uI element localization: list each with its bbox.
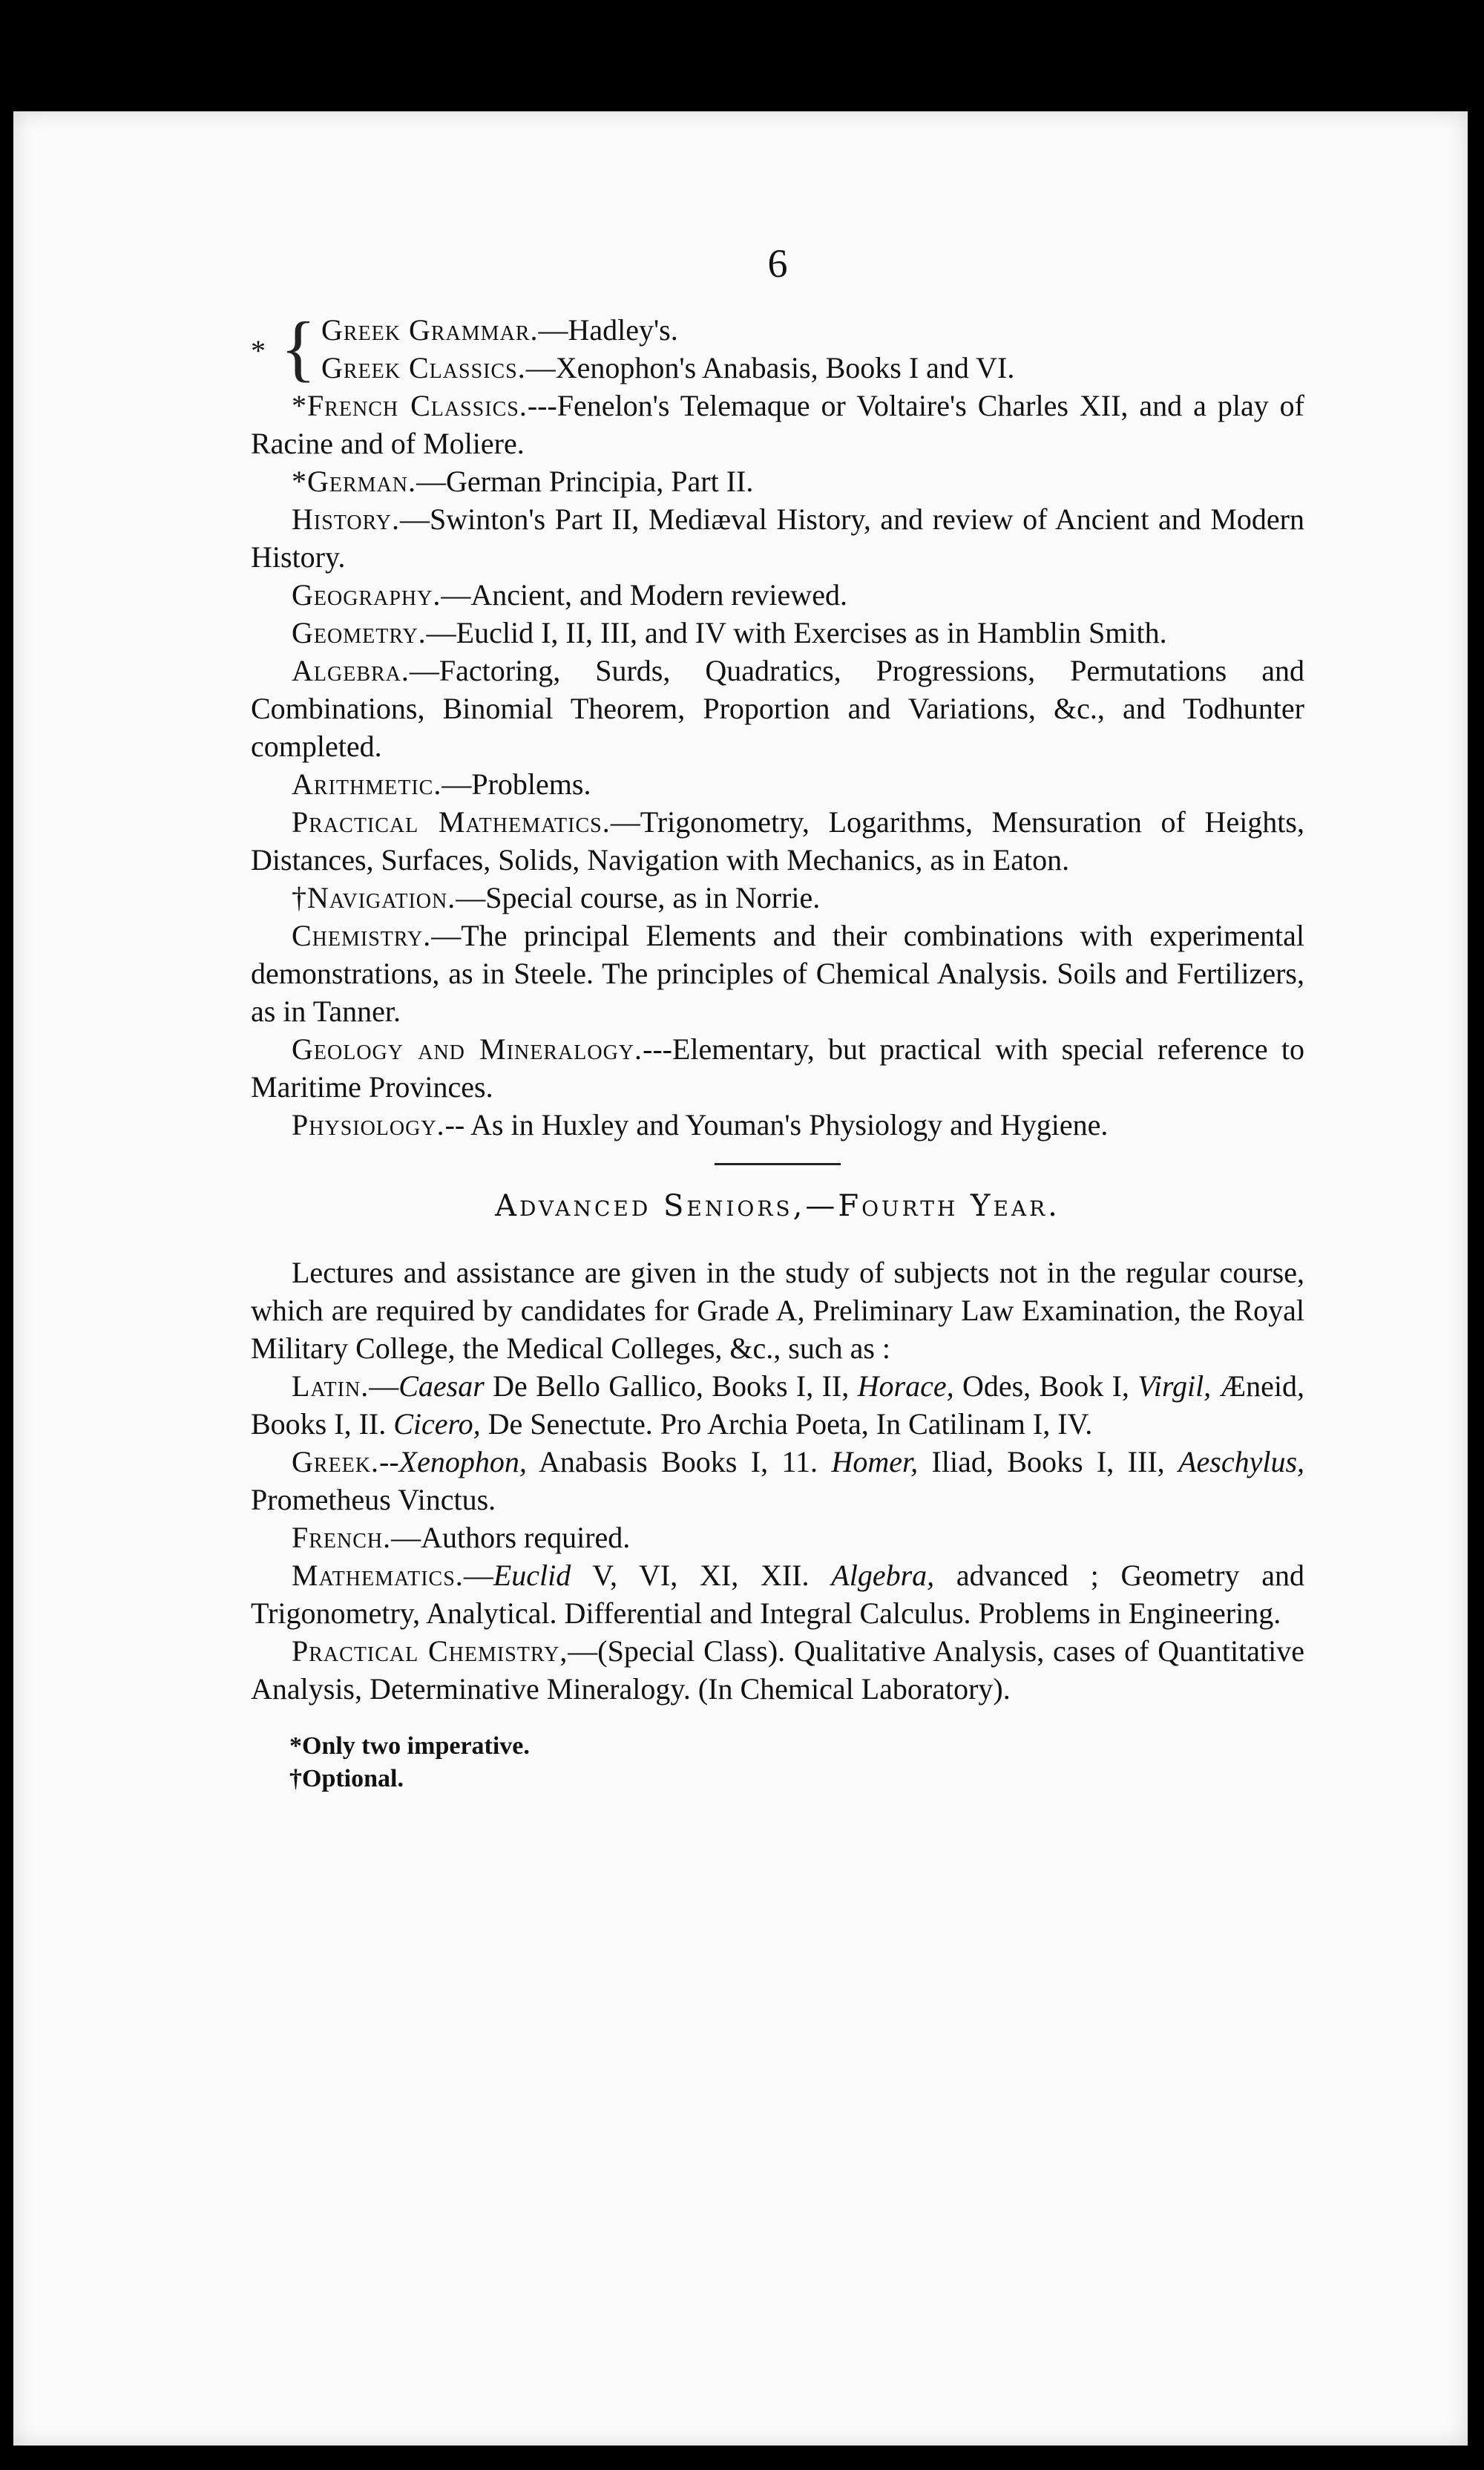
course-label: Practical Chemistry, <box>292 1634 568 1668</box>
entry-text: — <box>369 1369 399 1403</box>
course-text: —Swinton's Part II, Mediæval History, and review of Ancient and Modern History. <box>251 502 1304 574</box>
entry-text: De Senectute. Pro Archia Poeta, In Catilinam I, IV. <box>480 1407 1093 1441</box>
course-entry <box>251 500 1304 576</box>
author-name: Xenophon, <box>398 1445 527 1478</box>
course-label: Greek. <box>292 1445 379 1478</box>
course-text: —Ancient, and Modern reviewed. <box>441 578 847 612</box>
course-label: Geography. <box>292 578 441 612</box>
curly-brace-icon: { <box>280 307 316 389</box>
course-label: Arithmetic. <box>292 767 442 801</box>
course-label: Latin. <box>292 1369 370 1403</box>
course-label: Geology and Mineralogy. <box>292 1032 643 1066</box>
course-entry <box>251 917 1304 1030</box>
course-text: —Euclid I, II, III, and IV with Exercises as in Hamblin Smith. <box>426 616 1167 649</box>
greek-grammar-text: —Hadley's. <box>538 313 678 347</box>
seniors-course-list <box>251 387 1304 1144</box>
course-text: —Factoring, Surds, Quadratics, Progressions, Permutations and Combinations, Binomial Theorem, Proportion and Variations, &c., and Todhunter completed. <box>251 654 1304 763</box>
author-name: Euclid <box>493 1559 571 1592</box>
course-label: Algebra. <box>292 654 410 687</box>
page-content <box>251 241 1305 1795</box>
course-label: Chemistry. <box>292 919 432 952</box>
greek-classics-line <box>321 349 1304 387</box>
entry-text: -- <box>379 1445 399 1478</box>
course-entry <box>251 576 1304 614</box>
greek-classics-text: —Xenophon's Anabasis, Books I and VI. <box>525 351 1015 384</box>
footnotes <box>251 1730 1304 1795</box>
entry-text: Æneid, Books I, II. <box>251 1369 1304 1441</box>
course-entry <box>251 803 1304 879</box>
course-label: Geometry. <box>292 616 427 649</box>
footnote-imperative: *Only two imperative. <box>289 1732 530 1760</box>
entry-text: De Bello Gallico, Books I, II, <box>484 1369 858 1403</box>
course-text: —German Principia, Part II. <box>416 465 754 498</box>
course-entry <box>251 652 1304 765</box>
section-divider <box>715 1163 841 1165</box>
course-entry <box>251 614 1304 652</box>
course-entry <box>251 879 1304 917</box>
author-name: Cicero, <box>393 1407 481 1441</box>
entry-text: —Authors required. <box>391 1521 631 1554</box>
course-label: Mathematics. <box>292 1559 464 1592</box>
bracketed-greek-group <box>251 307 1304 389</box>
subject-name: Algebra, <box>831 1559 935 1592</box>
course-label: French. <box>292 1521 392 1554</box>
french-entry <box>251 1519 1304 1556</box>
author-name: Homer, <box>831 1445 919 1478</box>
course-entry <box>251 1106 1304 1144</box>
course-entry <box>251 765 1304 803</box>
intro-paragraph: Lectures and assistance are given in the study of subjects not in the regular course, which are required by candidates for Grade A, Preliminary Law Examination, the Royal Military College, the Medical Colleges, &c., such as : <box>251 1256 1304 1365</box>
course-label: History. <box>292 502 400 536</box>
author-name: Caesar <box>398 1369 485 1403</box>
course-text: —Special course, as in Norrie. <box>456 881 821 914</box>
greek-grammar-line <box>321 311 1304 349</box>
practical-chemistry-entry <box>251 1632 1304 1708</box>
author-name: Horace, <box>857 1369 954 1403</box>
course-text: —The principal Elements and their combinations with experimental demonstrations, as in Steele. The principles of Chemical Analysis. Soils and Fertilizers, as in Tanner. <box>251 919 1304 1028</box>
author-name: Aeschylus, <box>1178 1445 1305 1478</box>
latin-entry <box>251 1367 1304 1443</box>
entry-text: —(Special Class). Qualitative Analysis, cases of Quantitative Analysis, Determinative Mineralogy. (In Chemical Laboratory). <box>251 1634 1305 1706</box>
course-text: —Trigonometry, Logarithms, Mensuration of Heights, Distances, Surfaces, Solids, Navigation with Mechanics, as in Eaton. <box>251 805 1304 877</box>
course-text: ---Elementary, but practical with special reference to Maritime Provinces. <box>251 1032 1304 1104</box>
greek-entry <box>251 1443 1304 1519</box>
section-heading: Advanced Seniors,—Fourth Year. <box>495 1189 1060 1223</box>
asterisk-mark: * <box>251 334 266 367</box>
entry-text: Prometheus Vinctus. <box>251 1483 496 1516</box>
author-name: Virgil, <box>1137 1369 1212 1403</box>
course-label: *French Classics. <box>292 389 528 422</box>
entry-text: — <box>463 1559 493 1592</box>
mathematics-entry <box>251 1556 1304 1632</box>
page-number: 6 <box>767 241 788 286</box>
course-text: —Problems. <box>441 767 591 801</box>
course-label: Physiology. <box>292 1108 445 1141</box>
course-label: †Navigation. <box>292 881 456 914</box>
course-entry <box>251 1030 1304 1106</box>
course-label: Practical Mathematics. <box>292 805 611 839</box>
course-text: ---Fenelon's Telemaque or Voltaire's Charles XII, and a play of Racine and of Moliere. <box>251 389 1304 460</box>
page-sheet <box>13 111 1468 2446</box>
entry-text: advanced ; Geometry and Trigonometry, Analytical. Differential and Integral Calculus. Problems in Engineering. <box>251 1559 1304 1630</box>
entry-text: Odes, Book I, <box>953 1369 1138 1403</box>
course-entry <box>251 387 1304 462</box>
course-text: -- As in Huxley and Youman's Physiology and Hygiene. <box>444 1108 1109 1141</box>
course-label: *German. <box>292 465 417 498</box>
entry-text: Anabasis Books I, 11. <box>526 1445 832 1478</box>
entry-text: Iliad, Books I, III, <box>918 1445 1179 1478</box>
course-entry <box>251 462 1304 500</box>
greek-grammar-label: Greek Grammar. <box>321 313 539 347</box>
greek-classics-label: Greek Classics. <box>321 351 526 384</box>
entry-text: V, VI, XI, XII. <box>571 1559 832 1592</box>
footnote-optional: †Optional. <box>289 1765 404 1792</box>
